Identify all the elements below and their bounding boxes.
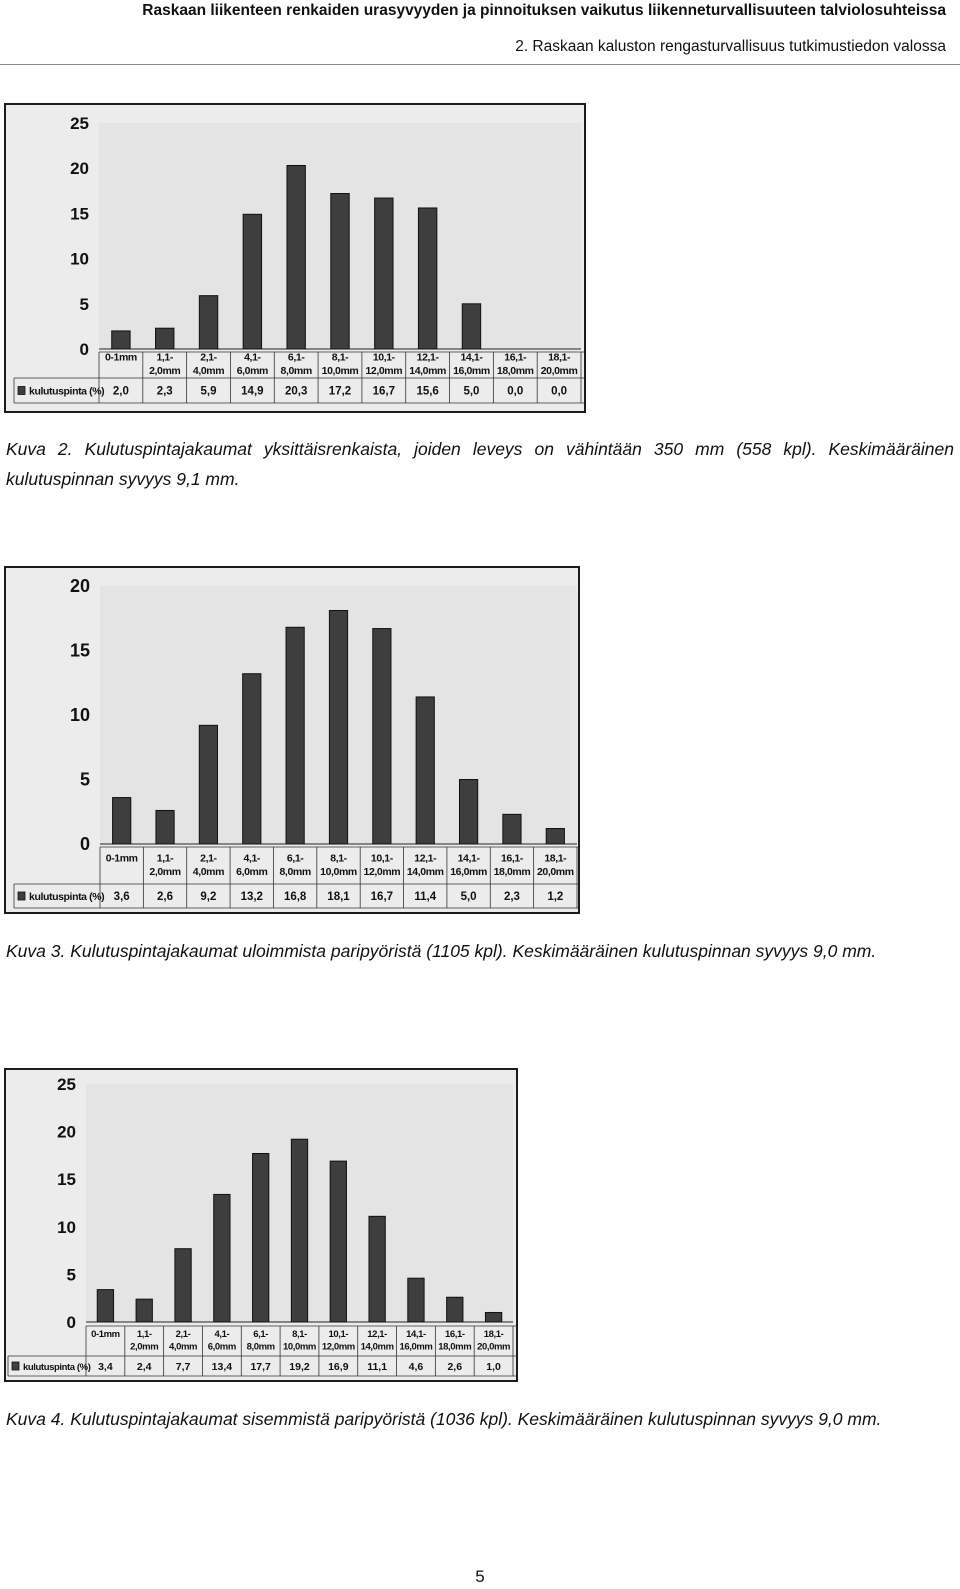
bar — [503, 814, 521, 844]
y-tick-label: 20 — [70, 159, 89, 179]
category-label-line2: 2,0mm — [130, 1341, 159, 1353]
data-table-value: 1,2 — [547, 891, 564, 903]
category-label-line2: 6,0mm — [236, 866, 268, 878]
data-table-value: 2,0 — [112, 385, 129, 398]
category-label-line2: 16,0mm — [399, 1341, 433, 1353]
data-table-value: 16,9 — [328, 1361, 349, 1373]
y-tick-label: 10 — [57, 1217, 76, 1237]
category-label-line1: 12,1- — [367, 1329, 387, 1340]
data-table-value: 19,2 — [289, 1361, 310, 1373]
data-table-value: 3,6 — [113, 891, 130, 903]
y-tick-label: 10 — [69, 705, 90, 725]
category-label-line1: 10,1- — [370, 852, 393, 865]
bar — [97, 1290, 113, 1322]
category-label-line1: 16,1- — [444, 1329, 465, 1340]
category-label-line2: 16,0mm — [450, 866, 487, 878]
data-table-value: 20,3 — [284, 385, 308, 398]
bar — [447, 1297, 463, 1322]
bar-chart-3 — [6, 568, 578, 912]
data-table-value: 16,7 — [370, 891, 394, 903]
y-tick-label: 15 — [57, 1170, 76, 1190]
category-label-line1: 4,1- — [243, 852, 261, 865]
category-label-line2: 10,0mm — [321, 365, 359, 377]
y-tick-label: 15 — [70, 204, 89, 224]
category-label-line1: 1,1- — [156, 852, 174, 865]
category-label-line1: 14,1- — [460, 351, 483, 364]
figure-3-chart — [4, 566, 580, 914]
category-label-line1: 4,1- — [244, 351, 261, 364]
figure-4-caption: Kuva 4. Kulutuspintajakaumat sisemmistä paripyöristä (1036 kpl). Keskimääräinen kulutuspinnan syvyys 9,0 mm. — [6, 1409, 882, 1429]
category-label-line1: 1,1- — [136, 1329, 152, 1340]
bar — [156, 328, 174, 349]
category-label-line1: 10,1- — [372, 351, 395, 364]
category-label-line1: 4,1- — [214, 1329, 230, 1340]
data-table-value: 2,3 — [503, 891, 520, 903]
bar — [330, 1161, 346, 1322]
legend-label: kulutuspinta (%) — [29, 385, 105, 398]
category-label-line2: 16,0mm — [453, 365, 490, 377]
y-tick-label: 20 — [57, 1122, 76, 1142]
category-label-line2: 6,0mm — [207, 1341, 236, 1353]
category-label-line2: 12,0mm — [363, 866, 401, 878]
category-label: 0-1mm — [104, 351, 137, 364]
category-label-line1: 8,1- — [330, 852, 347, 865]
category-label-line2: 8,0mm — [279, 866, 311, 878]
bar — [462, 304, 480, 349]
legend-swatch — [12, 1362, 19, 1370]
bar — [418, 208, 436, 349]
data-table-value: 15,6 — [416, 385, 439, 398]
category-label-line1: 6,1- — [286, 852, 304, 865]
header-divider — [0, 64, 960, 65]
category-label-line1: 10,1- — [328, 1329, 349, 1340]
bar — [416, 697, 434, 844]
category-label: 0-1mm — [91, 1329, 120, 1340]
bar — [459, 780, 477, 845]
bar — [199, 725, 217, 844]
bar — [136, 1299, 152, 1322]
category-label-line1: 2,1- — [175, 1329, 191, 1340]
bar — [291, 1139, 307, 1322]
category-label-line1: 8,1- — [331, 351, 349, 364]
bar — [253, 1153, 269, 1322]
bar — [156, 810, 174, 844]
data-table-value: 5,0 — [460, 891, 477, 903]
data-table-value: 5,9 — [200, 385, 217, 398]
bar — [287, 165, 305, 349]
y-tick-label: 5 — [66, 1265, 76, 1285]
category-label-line1: 18,1- — [544, 852, 567, 865]
bar — [369, 1216, 385, 1322]
category-label-line1: 12,1- — [416, 351, 439, 364]
category-label-line1: 1,1- — [156, 351, 173, 364]
bar — [199, 296, 217, 349]
bar — [113, 798, 131, 844]
category-label-line1: 14,1- — [457, 852, 480, 865]
category-label-line1: 18,1- — [483, 1329, 504, 1340]
category-label-line1: 18,1- — [548, 351, 571, 364]
category-label-line2: 18,0mm — [496, 365, 534, 377]
bar — [243, 214, 261, 349]
bar — [214, 1194, 230, 1322]
category-label-line2: 14,0mm — [406, 866, 444, 878]
category-label-line2: 8,0mm — [280, 365, 312, 377]
legend-label: kulutuspinta (%) — [23, 1362, 91, 1373]
category-label-line1: 6,1- — [287, 351, 305, 364]
data-table-value: 2,6 — [447, 1361, 463, 1373]
bar — [375, 198, 393, 349]
data-table-value: 9,2 — [200, 891, 217, 903]
category-label-line2: 18,0mm — [438, 1341, 472, 1353]
bar — [331, 194, 349, 349]
y-tick-label: 25 — [57, 1075, 76, 1094]
y-tick-label: 25 — [70, 114, 89, 133]
figure-3-caption: Kuva 3. Kulutuspintajakaumat uloimmista paripyöristä (1105 kpl). Keskimääräinen kulutuspinnan syvyys 9,0 mm. — [6, 941, 877, 961]
category-label-line1: 6,1- — [253, 1329, 269, 1340]
bar — [485, 1312, 501, 1322]
bar-chart-2 — [6, 105, 584, 411]
category-label-line1: 12,1- — [414, 852, 437, 865]
category-label-line2: 18,0mm — [493, 866, 531, 878]
running-header-title: Raskaan liikenteen renkaiden urasyvyyden ja pinnoituksen vaikutus liikenneturvallisuuteen talviolosuhteissa — [142, 2, 946, 19]
data-table-value: 4,6 — [408, 1361, 424, 1373]
bar — [175, 1249, 191, 1322]
category-label-line2: 4,0mm — [192, 866, 225, 878]
category-label-line2: 20,0mm — [477, 1341, 511, 1353]
data-table-value: 1,0 — [486, 1361, 501, 1373]
category-label-line2: 10,0mm — [320, 866, 357, 878]
data-table-value: 13,2 — [240, 891, 263, 903]
category-label-line2: 12,0mm — [365, 365, 403, 377]
category-label-line1: 8,1- — [292, 1329, 307, 1340]
category-label-line2: 2,0mm — [149, 866, 181, 878]
data-table-value: 16,8 — [283, 891, 307, 903]
data-table-value: 2,4 — [136, 1361, 152, 1373]
legend-swatch — [18, 387, 25, 395]
data-table-value: 5,0 — [463, 385, 480, 398]
data-table-value: 17,2 — [328, 385, 352, 398]
category-label-line1: 16,1- — [500, 852, 523, 865]
data-table-value: 13,4 — [211, 1361, 233, 1373]
category-label-line2: 14,0mm — [409, 365, 446, 377]
category-label-line2: 4,0mm — [168, 1341, 198, 1353]
category-label-line2: 14,0mm — [360, 1341, 394, 1353]
bar — [243, 674, 261, 844]
legend-swatch — [18, 892, 25, 900]
data-table-value: 14,9 — [241, 385, 264, 398]
data-table-value: 11,1 — [367, 1361, 388, 1373]
figure-2-chart — [4, 103, 586, 413]
bar — [112, 331, 130, 349]
bar — [373, 629, 391, 844]
bar — [546, 829, 564, 844]
y-tick-label: 0 — [79, 834, 90, 854]
page-number: 5 — [475, 1567, 485, 1586]
category-label-line2: 20,0mm — [540, 365, 578, 377]
category-label-line1: 2,1- — [200, 852, 217, 865]
data-table-value: 3,4 — [98, 1361, 113, 1373]
bar — [286, 627, 304, 844]
category-label-line2: 12,0mm — [321, 1341, 355, 1353]
data-table-value: 16,7 — [372, 385, 396, 398]
figure-4-chart — [4, 1068, 518, 1382]
category-label-line2: 2,0mm — [149, 365, 181, 377]
data-table-value: 0,0 — [507, 385, 524, 398]
bar-chart-4 — [6, 1070, 516, 1380]
data-table-value: 17,7 — [250, 1361, 271, 1373]
data-table-value: 7,7 — [175, 1361, 191, 1373]
y-tick-label: 15 — [69, 640, 90, 661]
data-table-value: 0,0 — [551, 385, 568, 398]
bar — [408, 1278, 424, 1322]
category-label-line2: 8,0mm — [246, 1341, 275, 1353]
y-tick-label: 0 — [79, 340, 89, 359]
y-tick-label: 0 — [66, 1313, 76, 1332]
data-table-value: 18,1 — [327, 891, 350, 903]
running-header-section: 2. Raskaan kaluston rengasturvallisuus tutkimustiedon valossa — [515, 38, 946, 55]
category-label-line2: 6,0mm — [236, 365, 269, 377]
data-table-value: 11,4 — [414, 891, 437, 903]
category-label-line2: 10,0mm — [283, 1341, 316, 1353]
legend-label: kulutuspinta (%) — [29, 891, 105, 903]
category-label-line1: 2,1- — [200, 351, 217, 364]
bar — [329, 611, 347, 844]
category-label-line2: 4,0mm — [192, 365, 225, 377]
category-label-line1: 16,1- — [504, 351, 527, 364]
y-tick-label: 20 — [69, 576, 90, 596]
figure-2-caption: Kuva 2. Kulutuspintajakaumat yksittäisrenkaista, joiden leveys on vähintään 350 mm (558 kpl). Keskimääräinen kulutuspinnan syvyys 9,1 mm. — [6, 439, 954, 489]
category-label-line1: 14,1- — [406, 1329, 426, 1340]
y-tick-label: 5 — [79, 294, 89, 314]
y-tick-label: 5 — [79, 769, 90, 790]
category-label-line2: 20,0mm — [536, 866, 574, 878]
category-label: 0-1mm — [105, 852, 138, 865]
data-table-value: 2,6 — [157, 891, 174, 903]
y-tick-label: 10 — [70, 249, 89, 269]
data-table-value: 2,3 — [156, 385, 173, 398]
